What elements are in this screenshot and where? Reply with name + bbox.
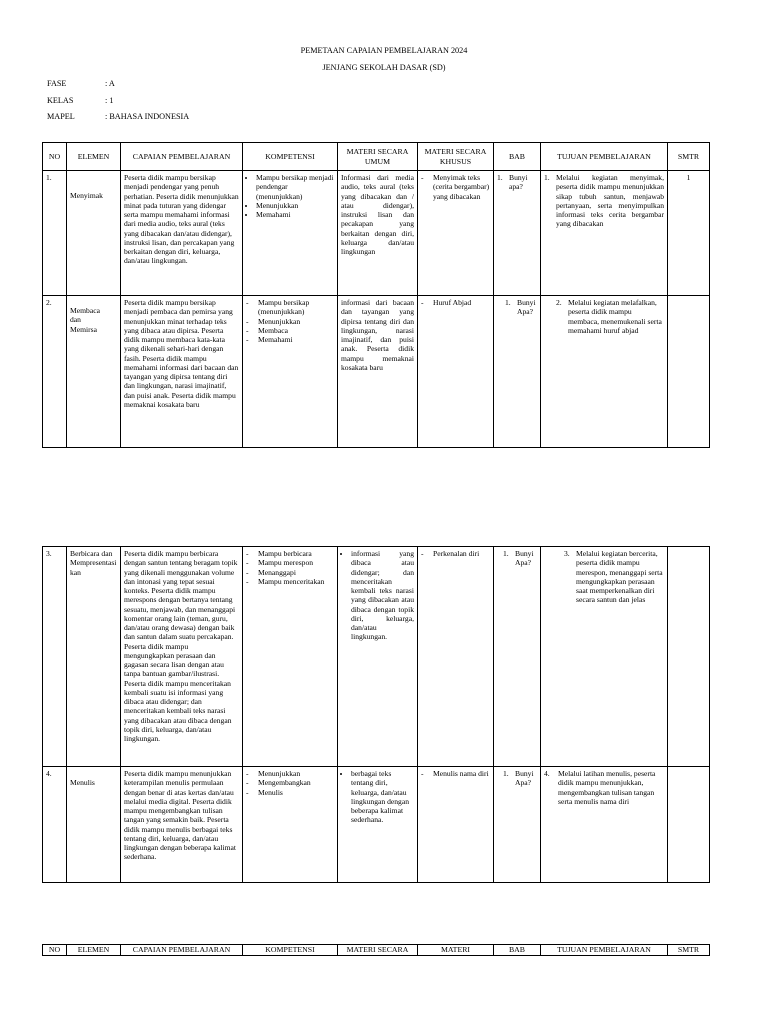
header-materi-umum: MATERI SECARA UMUM xyxy=(338,143,418,171)
row-materi-khusus: - Menyimak teks (cerita bergambar) yang dibacakan xyxy=(418,171,494,296)
row-smtr xyxy=(668,547,710,767)
meta-fase: FASE : A xyxy=(47,79,115,88)
row-tujuan: 2. Melalui kegiatan melafalkan, peserta didik mampu membaca, menemukenali serta memahami huruf abjad xyxy=(541,296,668,448)
kompetensi-item: - Menunjukkan xyxy=(258,317,334,326)
header-materi-khusus: MATERI xyxy=(418,945,494,956)
header-smtr: SMTR xyxy=(668,143,710,171)
header-elemen: ELEMEN xyxy=(67,143,121,171)
header-capaian: CAPAIAN PEMBELAJARAN xyxy=(121,143,243,171)
table-row xyxy=(43,767,710,883)
row-materi-umum: • informasi yang dibaca atau didengar; dan menceritakan kembali teks narasi yang dibacakan atau dibaca dengan topik diri, keluarga, dan/atau lingkungan. xyxy=(338,547,418,767)
kompetensi-item: - Menanggapi xyxy=(258,568,334,577)
row-kompetensi xyxy=(243,171,338,296)
row-capaian: Peserta didik mampu bersikap menjadi pendengar yang penuh perhatian. Peserta didik menunjukkan minat pada tuturan yang didengar serta mampu memahami informasi dari media audio, teks aural (teks yang dibacakan dan/atau didengar), instruksi lisan, dan percakapan yang berkaitan dengan diri, keluarga, dan/atau lingkungan. xyxy=(121,171,243,296)
row-materi-umum: Informasi dari media audio, teks aural (teks yang dibacakan dan / atau didengar), instruksi lisan dan pecakapan yang berkaitan dengan diri, keluarga dan/atau lingkungan xyxy=(338,171,418,296)
row-materi-khusus: - Perkenalan diri xyxy=(418,547,494,767)
table-row xyxy=(43,296,710,448)
row-elemen: Berbicara dan Mempresentasikan xyxy=(67,547,121,767)
kompetensi-item: - Mampu merespon xyxy=(258,558,334,567)
row-kompetensi xyxy=(243,296,338,448)
kompetensi-item: - Mampu menceritakan xyxy=(258,577,334,586)
row-no: 3. xyxy=(43,547,67,767)
row-smtr xyxy=(668,767,710,883)
row-bab: 1. Bunyi apa? xyxy=(494,171,541,296)
row-no: 2. xyxy=(43,296,67,448)
header-capaian: CAPAIAN PEMBELAJARAN xyxy=(121,945,243,956)
document-subtitle: JENJANG SEKOLAH DASAR (SD) xyxy=(322,63,446,72)
document-title: PEMETAAN CAPAIAN PEMBELAJARAN 2024 xyxy=(300,46,468,55)
row-kompetensi xyxy=(243,767,338,883)
row-kompetensi xyxy=(243,547,338,767)
header-no: NO xyxy=(43,143,67,171)
table-row xyxy=(43,547,710,767)
row-no: 1. xyxy=(43,171,67,296)
kompetensi-item: • Menunjukkan xyxy=(256,201,334,210)
row-capaian: Peserta didik mampu bersikap menjadi pembaca dan pemirsa yang menunjukkan minat terhadap teks yang dibaca atau dipirsa. Peserta didik mampu membaca kata-kata yang dikenali sehari-hari dengan fasih. Peserta didik mampu memahami informasi dari bacaan dan tayangan yang dipirsa tentang diri dan lingkungan, narasi imajinatif, dan puisi anak. Peserta didik mampu memaknai kosakata baru xyxy=(121,296,243,448)
header-smtr: SMTR xyxy=(668,945,710,956)
header-elemen: ELEMEN xyxy=(67,945,121,956)
table-header-row xyxy=(43,143,710,171)
row-tujuan: 3. Melalui kegiatan bercerita, peserta didik mampu merespon, menanggapi serta mengungkapkan perasaan saat memperkenalkan diri secara santun dan jelas xyxy=(541,547,668,767)
header-tujuan: TUJUAN PEMBELAJARAN xyxy=(541,945,668,956)
kompetensi-item: - Memahami xyxy=(258,335,334,344)
mapping-table-3-header xyxy=(42,944,710,956)
row-capaian: Peserta didik mampu menunjukkan keterampilan menulis permulaan dengan benar di atas kertas dan/atau melalui media digital. Peserta didik mampu mengembangkan tulisan tangan yang semakin baik. Peserta didik mampu menulis berbagai teks tentang diri, keluarga, dan/atau lingkungan dengan beberapa kalimat sederhana. xyxy=(121,767,243,883)
row-bab: 1. Bunyi Apa? xyxy=(494,767,541,883)
meta-kelas: KELAS : 1 xyxy=(47,96,114,105)
table-header-row xyxy=(43,945,710,956)
header-materi-umum: MATERI SECARA xyxy=(338,945,418,956)
kompetensi-item: - Membaca xyxy=(258,326,334,335)
kompetensi-item: • Mampu bersikap menjadi pendengar (menunjukkan) xyxy=(256,173,334,201)
header-bab: BAB xyxy=(494,945,541,956)
row-tujuan: 1. Melalui kegiatan menyimak, peserta didik mampu menunjukkan sikap tubuh santun, menjawab pertanyaan, serta menyimpulkan informasi teks cerita bergambar yang dibacakan xyxy=(541,171,668,296)
row-tujuan: 4. Melalui latihan menulis, peserta didik mampu menunjukkan, mengembangkan tulisan tangan serta menulis nama diri xyxy=(541,767,668,883)
row-elemen: Membaca dan Memirsa xyxy=(67,296,121,448)
header-kompetensi: KOMPETENSI xyxy=(243,945,338,956)
row-no: 4. xyxy=(43,767,67,883)
row-materi-khusus: - Huruf Abjad xyxy=(418,296,494,448)
kompetensi-item: - Mampu berbicara xyxy=(258,549,334,558)
mapping-table-2 xyxy=(42,546,710,883)
kompetensi-item: • Memahami xyxy=(256,210,334,219)
row-materi-umum: informasi dari bacaan dan tayangan yang dipirsa tentang diri dan lingkungan, narasi imajinatif, dan puisi anak. Peserta didik mampu memaknai kosakata baru xyxy=(338,296,418,448)
header-bab: BAB xyxy=(494,143,541,171)
row-elemen: Menulis xyxy=(67,767,121,883)
kompetensi-item: - Menulis xyxy=(258,788,334,797)
row-smtr: 1 xyxy=(668,171,710,296)
header-no: NO xyxy=(43,945,67,956)
header-kompetensi: KOMPETENSI xyxy=(243,143,338,171)
header-tujuan: TUJUAN PEMBELAJARAN xyxy=(541,143,668,171)
row-capaian: Peserta didik mampu berbicara dengan santun tentang beragam topik yang dikenali menggunakan volume dan intonasi yang tepat sesuai konteks. Peserta didik mampu merespons dengan bertanya tentang sesuatu, menjawab, dan menanggapi komentar orang lain (teman, guru, dan/atau orang dewasa) dengan baik dan santun dalam suatu percakapan. Peserta didik mampu mengungkapkan perasaan dan gagasan secara lisan dengan atau tanpa bantuan gambar/ilustrasi. Peserta didik mampu menceritakan kembali suatu isi informasi yang dibaca atau didengar; dan menceritakan kembali teks narasi yang dibacakan atau dibaca dengan topik diri, keluarga, dan/atau lingkungan. xyxy=(121,547,243,767)
kompetensi-item: - Mampu bersikap (menunjukkan) xyxy=(258,298,334,317)
row-bab: 1. Bunyi Apa? xyxy=(494,547,541,767)
row-materi-umum: • berbagai teks tentang diri, keluarga, dan/atau lingkungan dengan beberapa kalimat sederhana. xyxy=(338,767,418,883)
row-elemen: Menyimak xyxy=(67,171,121,296)
row-materi-khusus: - Menulis nama diri xyxy=(418,767,494,883)
row-bab: 1. Bunyi Apa? xyxy=(494,296,541,448)
meta-mapel: MAPEL : BAHASA INDONESIA xyxy=(47,112,190,121)
kompetensi-item: - Mengembangkan xyxy=(258,778,334,787)
table-row xyxy=(43,171,710,296)
row-smtr xyxy=(668,296,710,448)
header-materi-khusus: MATERI SECARA KHUSUS xyxy=(418,143,494,171)
kompetensi-item: - Menunjukkan xyxy=(258,769,334,778)
mapping-table-1 xyxy=(42,142,710,448)
